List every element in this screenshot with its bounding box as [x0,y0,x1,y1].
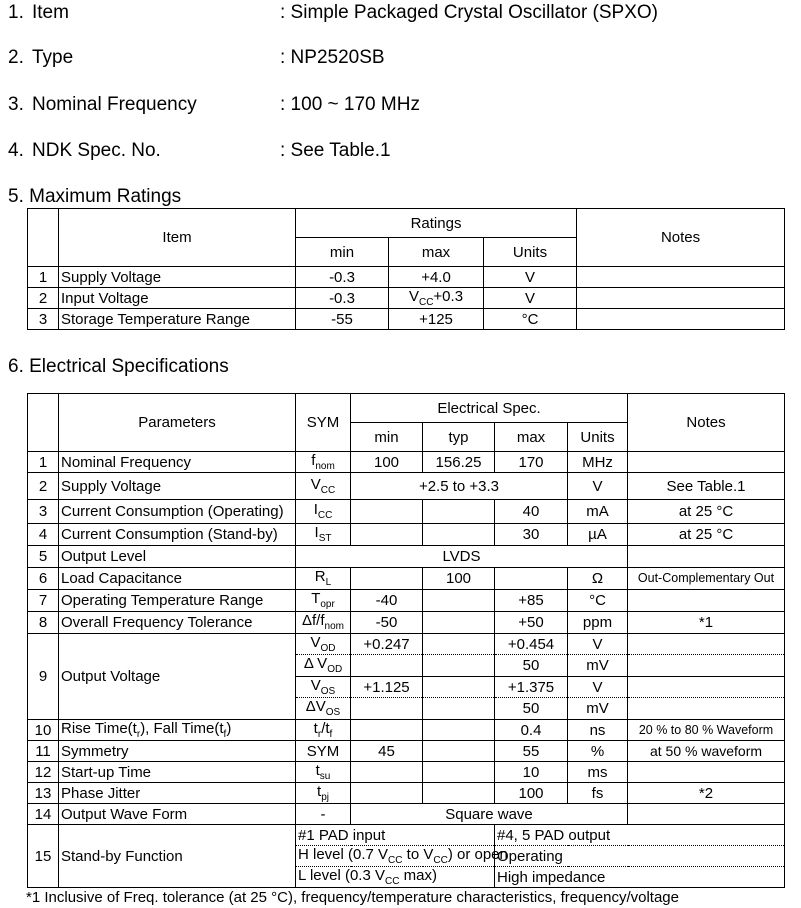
row-parameter: Load Capacitance [59,568,296,590]
row-sym: $I_{ST}$ [296,524,351,546]
es-header-sym: SYM [296,394,351,452]
electrical-spec-table [27,393,785,888]
table-row [28,634,785,655]
row-number: 7 [28,590,59,612]
row-sym: $V_{CC}$ [296,473,351,500]
row-max: 30 [495,524,568,546]
row-sym: - [296,804,351,825]
row-notes [577,309,785,330]
standby-low-input: L level (0.3 $V_{CC}$ max) [296,867,495,888]
standby-high-output: Operating [495,846,785,867]
type-line [8,47,385,69]
row-notes: Out-Complementary Out [628,568,785,590]
row-typ: 156.25 [423,452,495,473]
standby-output-header: #4, 5 PAD output [495,825,785,846]
row-number: 14 [28,804,59,825]
row-min [351,783,423,804]
row-number: 8 [28,612,59,634]
spec-no-label: NDK Spec. No. [32,140,161,161]
frequency-label: Nominal Frequency [32,94,197,115]
row-notes [577,288,785,309]
row-max: 55 [495,741,568,762]
table-row [28,720,785,741]
mr-header-blank [28,209,59,267]
row-parameter: Phase Jitter [59,783,296,804]
row-units: fs [568,783,628,804]
row-min: -40 [351,590,423,612]
table-row [28,568,785,590]
row-max: +125 [389,309,484,330]
row-min [351,655,423,677]
row-min [351,698,423,720]
row-units: V [484,288,577,309]
row-range: +2.5 to +3.3 [351,473,568,500]
table-row [28,309,785,330]
row-units: V [484,267,577,288]
row-item: Storage Temperature Range [59,309,296,330]
standby-high-input: H level (0.7 $V_{CC}$ to $V_{CC}$) or open [296,846,495,867]
table-row [28,612,785,634]
mr-header-item: Item [59,209,296,267]
es-header-max: max [495,423,568,452]
row-number: 11 [28,741,59,762]
row-number: 3 [28,500,59,524]
row-units: V [568,473,628,500]
row-max: 10 [495,762,568,783]
row-parameter: Output Level [59,546,296,568]
row-typ [423,720,495,741]
row-typ [423,741,495,762]
row-notes [577,267,785,288]
row-min: 100 [351,452,423,473]
row-min: -55 [296,309,389,330]
row-parameter: Operating Temperature Range [59,590,296,612]
row-parameter: Current Consumption (Stand-by) [59,524,296,546]
row-units: V [568,677,628,698]
item-value: : Simple Packaged Crystal Oscillator (SPXO) [280,2,659,23]
type-value: : NP2520SB [280,47,385,68]
row-number: 3 [28,309,59,330]
es-header-parameters: Parameters [59,394,296,452]
row-waveform: Square wave [351,804,628,825]
row-parameter: Supply Voltage [59,473,296,500]
row-parameter: Symmetry [59,741,296,762]
type-label: Type [32,47,74,68]
mr-header-notes: Notes [577,209,785,267]
row-notes [628,677,785,698]
row-notes [628,762,785,783]
row-max: +50 [495,612,568,634]
row-number: 6 [28,568,59,590]
row-min: +0.247 [351,634,423,655]
spec-no-value: : See Table.1 [280,140,391,161]
row-typ [423,634,495,655]
row-sym: $\Delta V_{OS}$ [296,698,351,720]
row-notes [628,655,785,677]
max-ratings-table [27,208,785,330]
table-row [28,524,785,546]
es-header-min: min [351,423,423,452]
row-max [495,568,568,590]
row-number: 2 [28,288,59,309]
row-typ: 100 [423,568,495,590]
row-max: +4.0 [389,267,484,288]
table-row [28,825,785,846]
row-notes [628,698,785,720]
item-line [8,2,659,24]
row-parameter: Output Voltage [59,634,296,720]
es-header-typ: typ [423,423,495,452]
row-sym: $R_L$ [296,568,351,590]
spec-no-line [8,140,391,162]
es-header-spec: Electrical Spec. [351,394,628,423]
row-typ [423,500,495,524]
row-min: -0.3 [296,267,389,288]
row-notes: at 50 % waveform [628,741,785,762]
row-units: °C [568,590,628,612]
frequency-number: 3. [8,94,24,115]
row-min [351,500,423,524]
row-units: °C [484,309,577,330]
max-ratings-title: 5. Maximum Ratings [8,186,182,207]
row-max: 0.4 [495,720,568,741]
row-parameter: Nominal Frequency [59,452,296,473]
table-row [28,741,785,762]
row-parameter: Overall Frequency Tolerance [59,612,296,634]
row-typ [423,677,495,698]
row-min [351,762,423,783]
row-item: Input Voltage [59,288,296,309]
row-number: 1 [28,267,59,288]
row-number: 12 [28,762,59,783]
table-row [28,804,785,825]
row-max: $V_{CC}+0.3$ [389,288,484,309]
mr-header-units: Units [484,238,577,267]
type-number: 2. [8,47,24,68]
row-min: -0.3 [296,288,389,309]
row-notes [628,634,785,655]
footnote: *1 Inclusive of Freq. tolerance (at 25 °C), frequency/temperature characteristics, frequency/voltage [26,889,679,906]
row-units: mA [568,500,628,524]
row-units: ns [568,720,628,741]
row-sym: SYM [296,741,351,762]
row-number: 4 [28,524,59,546]
row-min: 45 [351,741,423,762]
row-min: +1.125 [351,677,423,698]
table-row [28,762,785,783]
row-notes [628,804,785,825]
row-notes [628,452,785,473]
row-number: 10 [28,720,59,741]
row-item: Supply Voltage [59,267,296,288]
item-label: Item [32,2,69,23]
row-sym: $V_{OS}$ [296,677,351,698]
row-units: MHz [568,452,628,473]
row-sym: $V_{OD}$ [296,634,351,655]
electrical-spec-title: 6. Electrical Specifications [8,356,229,377]
row-notes [628,546,785,568]
table-row [28,500,785,524]
row-max: 50 [495,655,568,677]
row-sym: $T_{opr}$ [296,590,351,612]
row-units: % [568,741,628,762]
table-row [28,473,785,500]
row-parameter: Stand-by Function [59,825,296,888]
row-number: 13 [28,783,59,804]
row-notes: at 25 °C [628,500,785,524]
row-units: ppm [568,612,628,634]
row-max: 100 [495,783,568,804]
row-sym: $\Delta f/f_{nom}$ [296,612,351,634]
row-units: V [568,634,628,655]
table-row [28,267,785,288]
row-units: mV [568,698,628,720]
row-typ [423,524,495,546]
row-sym: $t_{su}$ [296,762,351,783]
standby-low-output: High impedance [495,867,785,888]
row-units: Ω [568,568,628,590]
row-parameter: Output Wave Form [59,804,296,825]
row-parameter: Current Consumption (Operating) [59,500,296,524]
row-number: 5 [28,546,59,568]
row-sym: $t_r/t_f$ [296,720,351,741]
standby-input-header: #1 PAD input [296,825,495,846]
row-units: ms [568,762,628,783]
row-number: 1 [28,452,59,473]
es-header-units: Units [568,423,628,452]
row-typ [423,762,495,783]
row-sym: $f_{nom}$ [296,452,351,473]
row-notes: *2 [628,783,785,804]
row-level: LVDS [296,546,628,568]
row-notes [628,590,785,612]
table-row [28,590,785,612]
es-header-blank [28,394,59,452]
row-min [351,524,423,546]
row-sym: Δ $V_{OD}$ [296,655,351,677]
row-number: 2 [28,473,59,500]
row-sym: $t_{pj}$ [296,783,351,804]
row-number: 9 [28,634,59,720]
row-notes: at 25 °C [628,524,785,546]
row-max: +0.454 [495,634,568,655]
row-units: µA [568,524,628,546]
table-row [28,288,785,309]
row-max: 40 [495,500,568,524]
row-typ [423,590,495,612]
table-row [28,783,785,804]
row-typ [423,612,495,634]
row-notes: *1 [628,612,785,634]
row-max: +1.375 [495,677,568,698]
row-max: +85 [495,590,568,612]
row-min [351,568,423,590]
row-sym: $I_{CC}$ [296,500,351,524]
row-typ [423,698,495,720]
row-min [351,720,423,741]
row-parameter: Rise $Time(t_r)$, Fall $Time(t_f)$ [59,720,296,741]
frequency-line [8,94,420,116]
table-row [28,452,785,473]
row-units: mV [568,655,628,677]
es-header-notes: Notes [628,394,785,452]
row-number: 15 [28,825,59,888]
mr-header-min: min [296,238,389,267]
row-notes: 20 % to 80 % Waveform [628,720,785,741]
mr-header-max: max [389,238,484,267]
row-parameter: Start-up Time [59,762,296,783]
mr-header-ratings: Ratings [296,209,577,238]
item-number: 1. [8,2,24,23]
row-min: -50 [351,612,423,634]
frequency-value: : 100 ~ 170 MHz [280,94,420,115]
row-max: 50 [495,698,568,720]
row-typ [423,783,495,804]
row-typ [423,655,495,677]
row-notes: See Table.1 [628,473,785,500]
row-max: 170 [495,452,568,473]
table-row [28,546,785,568]
spec-no-number: 4. [8,140,24,161]
